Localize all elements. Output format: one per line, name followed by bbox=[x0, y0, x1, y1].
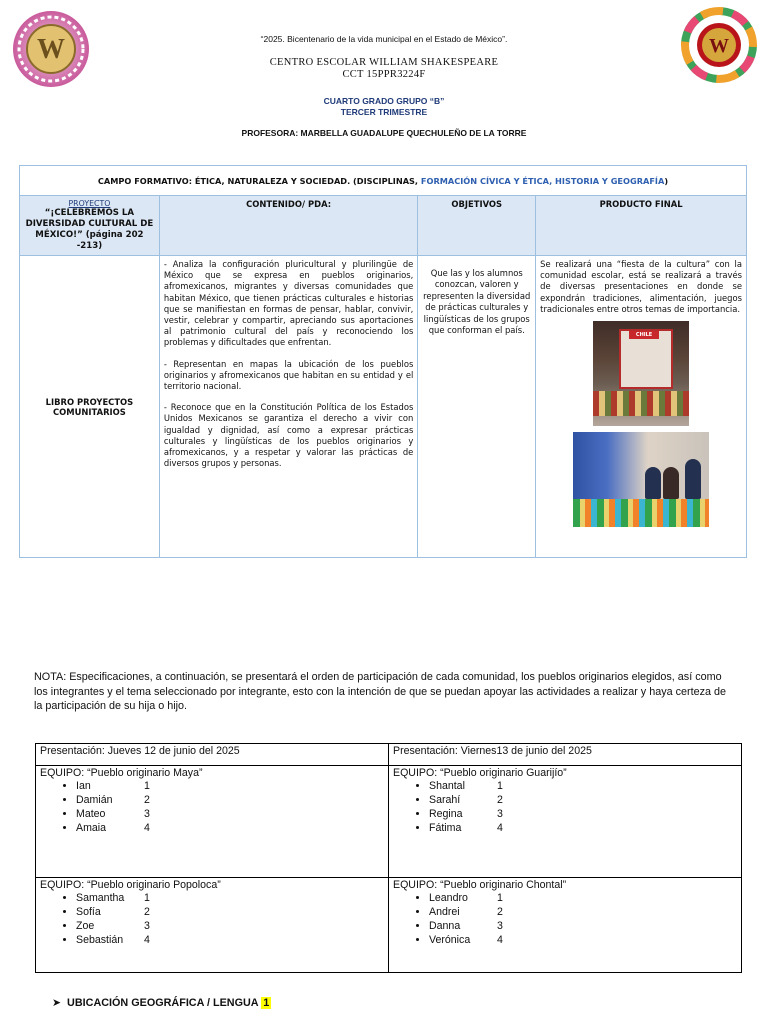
team-members bbox=[393, 779, 737, 835]
member-name: Sebastián bbox=[76, 934, 124, 946]
member-number: 3 bbox=[497, 808, 503, 820]
member-name: Verónica bbox=[429, 934, 471, 946]
member-number: 1 bbox=[497, 892, 503, 904]
member-name: Zoe bbox=[76, 920, 95, 932]
producto-cell bbox=[536, 256, 747, 558]
photo-student bbox=[645, 467, 661, 499]
member-number: 2 bbox=[497, 906, 503, 918]
list-item bbox=[76, 807, 384, 821]
ubicacion-heading bbox=[52, 996, 271, 1009]
teams-table bbox=[35, 743, 742, 973]
list-item bbox=[429, 793, 737, 807]
member-number: 3 bbox=[144, 808, 150, 820]
member-number: 4 bbox=[144, 822, 150, 834]
team-popoloca bbox=[36, 878, 389, 973]
school-name: CENTRO ESCOLAR WILLIAM SHAKESPEARE bbox=[269, 57, 499, 68]
member-name: Danna bbox=[429, 920, 461, 932]
team-maya bbox=[36, 766, 389, 878]
team-title: EQUIPO: “Pueblo originario Maya” bbox=[40, 767, 203, 779]
team-members bbox=[393, 891, 737, 947]
producto-text: Se realizará una “fiesta de la cultura” con la comunidad escolar, está se realizará a través de diversas presentaciones en donde se expondrán tradiciones, alimentación, juegos tradicionales entre otros temas de importancia. bbox=[540, 259, 742, 314]
teacher-name: PROFESORA: MARBELLA GUADALUPE QUECHULEÑO DE LA TORRE bbox=[241, 128, 527, 138]
list-item bbox=[429, 779, 737, 793]
team-members bbox=[40, 891, 384, 947]
motto: “2025. Bicentenario de la vida municipal en el Estado de México”. bbox=[260, 34, 508, 44]
member-name: Samantha bbox=[76, 892, 125, 904]
member-number: 3 bbox=[144, 920, 150, 932]
logo-letter-left: W bbox=[37, 34, 65, 65]
list-item bbox=[76, 919, 384, 933]
list-item bbox=[76, 793, 384, 807]
team-chontal bbox=[389, 878, 742, 973]
photo-display-table bbox=[573, 499, 709, 527]
note-paragraph: NOTA: Especificaciones, a continuación, se presentará el orden de participación de cada comunidad, los pueblos originarios elegidos, así como los integrantes y el tema seleccionado por integrante, esto con la intención de que se puedan apoyar las actividades a realizar y haya certeza de la participación de su hija o hijo. bbox=[34, 671, 727, 712]
member-name: Amaia bbox=[76, 822, 107, 834]
list-item bbox=[429, 807, 737, 821]
member-number: 2 bbox=[144, 906, 150, 918]
list-item bbox=[429, 905, 737, 919]
member-name: Regina bbox=[429, 808, 463, 820]
member-name: Mateo bbox=[76, 808, 106, 820]
member-number: 4 bbox=[144, 934, 150, 946]
photo-students bbox=[573, 432, 709, 527]
grade-group: CUARTO GRADO GRUPO “B” bbox=[323, 96, 445, 106]
campo-suffix: ) bbox=[664, 175, 669, 186]
member-number: 1 bbox=[144, 892, 150, 904]
team-title: EQUIPO: “Pueblo originario Guarijío” bbox=[393, 767, 567, 779]
team-title: EQUIPO: “Pueblo originario Chontal” bbox=[393, 879, 567, 891]
member-number: 3 bbox=[497, 920, 503, 932]
campo-formativo bbox=[20, 166, 747, 196]
list-item bbox=[76, 891, 384, 905]
member-name: Andrei bbox=[429, 906, 460, 918]
member-number: 1 bbox=[497, 780, 503, 792]
member-number: 2 bbox=[144, 794, 150, 806]
ubicacion-text: UBICACIÓN GEOGRÁFICA / LENGUA bbox=[67, 997, 259, 1009]
presentation-day-1: Presentación: Jueves 12 de junio del 2025 bbox=[36, 744, 389, 766]
proyecto-header bbox=[20, 196, 160, 256]
list-item bbox=[76, 905, 384, 919]
arrow-bullet-icon: ➤ bbox=[52, 997, 62, 1009]
photo-sign bbox=[629, 331, 659, 339]
member-name: Ian bbox=[76, 780, 91, 792]
contenido-header: CONTENIDO/ PDA: bbox=[159, 196, 417, 256]
photo-cultural-stand bbox=[593, 321, 689, 426]
photo-table bbox=[593, 391, 689, 416]
member-number: 2 bbox=[497, 794, 503, 806]
photo-student bbox=[685, 459, 701, 499]
member-name: Shantal bbox=[429, 780, 465, 792]
campo-disciplinas: FORMACIÓN CÍVICA Y ÉTICA, HISTORIA Y GEOGRAFÍA bbox=[420, 175, 665, 186]
grade-heading bbox=[0, 96, 768, 118]
contenido-item: - Analiza la configuración pluricultural y plurilingüe de México que se expresa en pueblos originarios, afromexicanos, migrantes y diversas comunidades que habitan México, que tienen prácticas culturales e historias que se manifiestan en formas de pensar, hablar, convivir, vestir, celebrar y compartir, apreciando sus aportaciones al patrimonio cultural del país y reconociendo los problemas y dificultades que enfrentan. bbox=[163, 259, 414, 348]
member-name: Sofía bbox=[76, 906, 101, 918]
libro-cell: LIBRO PROYECTOS COMUNITARIOS bbox=[20, 256, 160, 558]
team-guarijio bbox=[389, 766, 742, 878]
contenido-item: - Representan en mapas la ubicación de los pueblos originarios y afromexicanos que habitan en su entidad y el territorio nacional. bbox=[163, 358, 414, 392]
contenido-item: - Reconoce que en la Constitución Política de los Estados Unidos Mexicanos se garantiza el derecho a vivir con igualdad y dignidad, así como a expresar prácticas culturales y lingüísticas de los pueblos originarios y afromexicanos, y a respetar y valorar las prácticas de diversos grupos y personas. bbox=[163, 402, 414, 469]
list-item bbox=[76, 821, 384, 835]
ubicacion-number: 1 bbox=[263, 997, 270, 1009]
member-number: 4 bbox=[497, 822, 503, 834]
member-number: 4 bbox=[497, 934, 503, 946]
member-number: 1 bbox=[144, 780, 150, 792]
list-item bbox=[429, 891, 737, 905]
list-item bbox=[429, 919, 737, 933]
campo-prefix: CAMPO FORMATIVO: ÉTICA, NATURALEZA Y SOCIEDAD. (DISCIPLINAS, bbox=[97, 175, 421, 186]
team-title: EQUIPO: “Pueblo originario Popoloca” bbox=[40, 879, 221, 891]
logo-letter-right: W bbox=[709, 35, 729, 57]
trimester: TERCER TRIMESTRE bbox=[340, 107, 428, 117]
planning-table bbox=[19, 165, 747, 558]
member-name: Damián bbox=[76, 794, 113, 806]
contenido-cell bbox=[159, 256, 417, 558]
list-item bbox=[76, 933, 384, 947]
member-name: Sarahí bbox=[429, 794, 461, 806]
list-item bbox=[429, 933, 737, 947]
member-name: Leandro bbox=[429, 892, 468, 904]
presentation-day-2: Presentación: Viernes13 de junio del 2025 bbox=[389, 744, 742, 766]
list-item bbox=[76, 779, 384, 793]
objetivos-header: OBJETIVOS bbox=[418, 196, 536, 256]
proyecto-title: “¡CELEBREMOS LA DIVERSIDAD CULTURAL DE MÉXICO!” (página 202 -213) bbox=[25, 208, 154, 251]
school-cct: CCT 15PPR3224F bbox=[342, 69, 426, 80]
proyecto-label: PROYECTO bbox=[68, 199, 111, 208]
list-item bbox=[429, 821, 737, 835]
objetivos-cell: Que las y los alumnos conozcan, valoren y representen la diversidad de prácticas culturales y lingüísticas de los grupos que conforman el país. bbox=[418, 256, 536, 558]
member-name: Fátima bbox=[429, 822, 462, 834]
photo-sign-text: CHILE bbox=[635, 332, 653, 339]
producto-header: PRODUCTO FINAL bbox=[536, 196, 747, 256]
team-members bbox=[40, 779, 384, 835]
photo-student bbox=[663, 467, 679, 499]
school-heading bbox=[0, 57, 768, 81]
